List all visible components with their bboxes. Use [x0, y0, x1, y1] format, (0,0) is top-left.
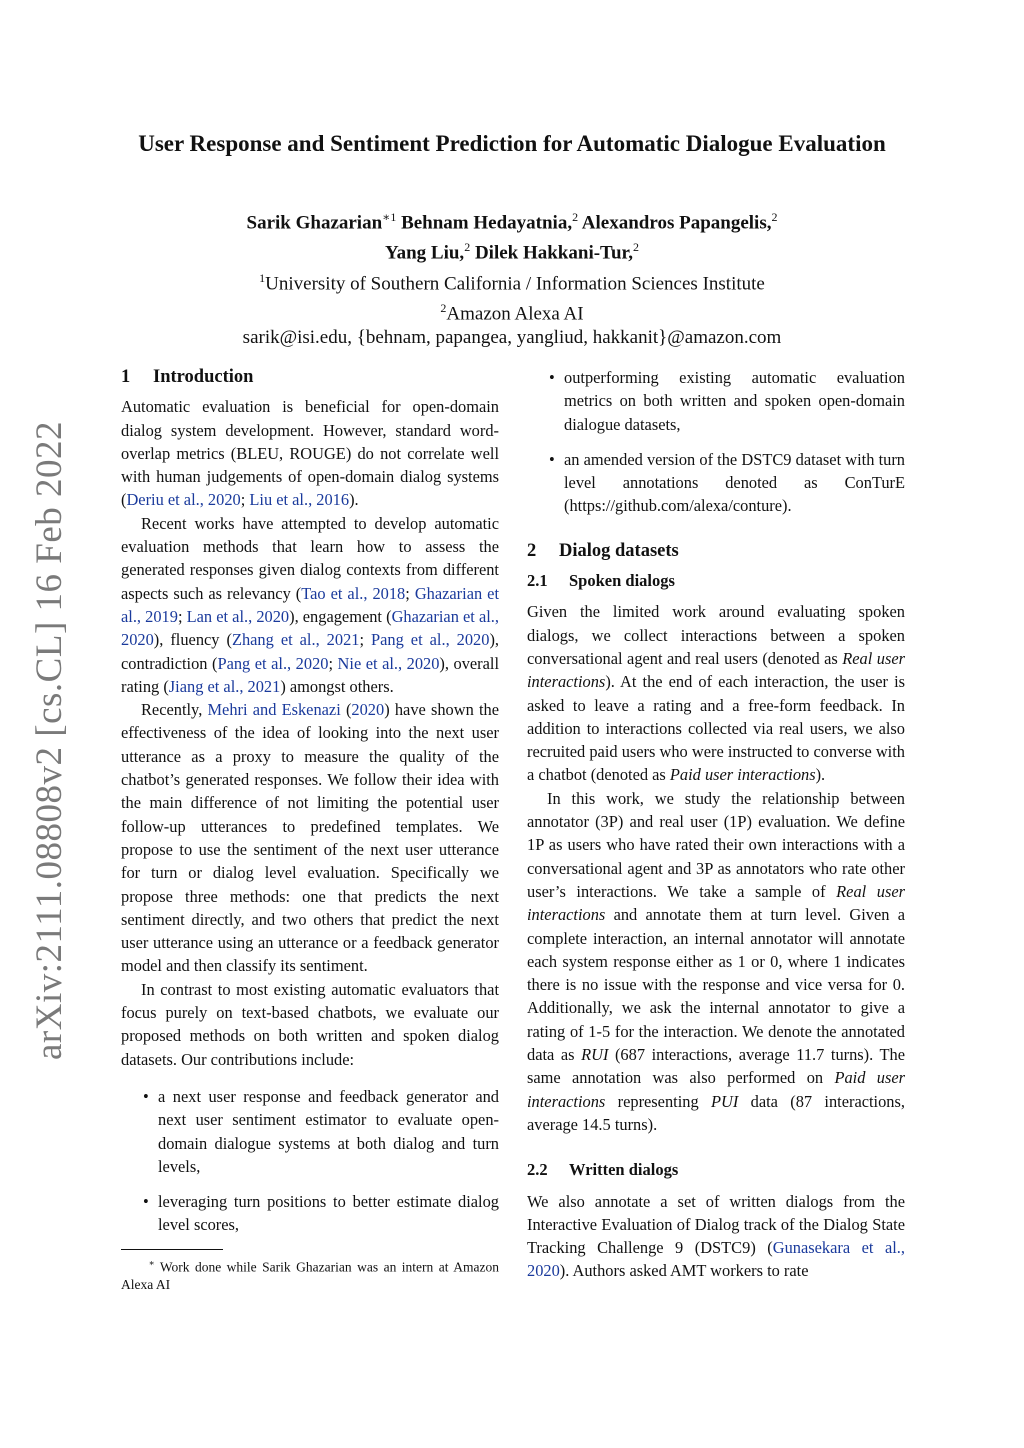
paper-title: User Response and Sentiment Prediction for Automatic Dialogue Evaluation [138, 131, 886, 156]
affiliation-1: $^1$University of Southern California / Information Sciences Institute [259, 270, 765, 294]
section-heading-introduction: 1 Introduction [121, 367, 254, 387]
author-name: Sarik Ghazarian [246, 212, 383, 234]
author-name: Dilek Hakkani-Tur, [474, 242, 633, 264]
arxiv-identifier: arXiv:2111.08808v2 [cs.CL] 16 Feb 2022 [29, 420, 70, 1060]
list-item: • an amended version of the DSTC9 dataset with turn level annotations denoted as ConTurE (https://github.com/alexa/conture). [549, 449, 905, 516]
contribution-list-continued [527, 366, 905, 518]
affiliation-2: $^2$Amazon Alexa AI [440, 300, 584, 325]
citation-link[interactable]: Ghazarian et al., 2019 [121, 583, 500, 626]
paragraph: Recent works have attempted to develop automatic evaluation methods that learn how to assess the generated responses given dialog contexts from different aspects such as relevancy (Tao et al., 2018; Ghazarian et al., 2019; Lan et al., 2020), engagement (Ghazarian et al., 2020), fluency (Zhang et al., 2021; Pang et al., 2020), contradiction (Pang et al., 2020; Nie et al., 2020), overall rating (Jiang et al., 2021) amongst others. [121, 513, 500, 696]
paragraph: In this work, we study the relationship between annotator (3P) and real user (1P) evaluation. We define 1P as users who have rated their own interactions with a conversational agent and 3P as annotators who rate other user’s interactions. We take a sample of Real user interactions and annotate them at turn level. Given a complete interaction, an internal annotator will annotate each system response either as 1 or 0, where 1 indicates there is no issue with the response and vice versa for 0. Additionally, we ask the internal annotator to give a rating of 1-5 for the interaction. We denote the annotated data as RUI (687 interactions, average 11.7 turns). The same annotation was also performed on Paid user interactions representing PUI data (87 interactions, average 14.5 turns). [527, 788, 905, 1134]
footnote: ∗ Work done while Sarik Ghazarian was an intern at Amazon Alexa AI [121, 1257, 499, 1293]
section-heading-dialog-datasets: 2 Dialog datasets [527, 540, 679, 561]
footnote-divider [121, 1249, 223, 1250]
author-name: Alexandros Papangelis, [581, 212, 772, 234]
paragraph: Given the limited work around evaluating spoken dialogs, we collect interactions between a spoken conversational agent and real users (denoted as Real user interactions). At the end of each interaction, the user is asked to leave a rating and a free-form feedback. In addition to interactions collected via real users, we also recruited paid users who were instructed to converse with a chatbot (denoted as Paid user interactions). [527, 602, 905, 785]
paragraph: In contrast to most existing automatic evaluators that focus purely on text-based chatbots, we evaluate our proposed methods on both written and spoken dialog datasets. Our contributions include: [121, 979, 499, 1069]
subsection-heading-written-dialogs: 2.2 Written dialogs [527, 1160, 679, 1180]
paragraph: We also annotate a set of written dialogs from the Interactive Evaluation of Dialog track of the Dialog State Tracking Challenge 9 (DSTC9) (Gunasekara et al., 2020). Authors asked AMT workers to rate [527, 1191, 905, 1281]
left-column [121, 366, 499, 1294]
citation-link[interactable]: 2020 [351, 700, 385, 720]
author-block [120, 205, 904, 350]
bullet-icon: • [549, 449, 555, 469]
subsection-heading-spoken-dialogs: 2.1 Spoken dialogs [527, 571, 675, 591]
citation-link[interactable]: Deriu et al., 2020 [126, 490, 241, 510]
citation-link[interactable]: Mehri and Eskenazi [207, 700, 341, 720]
citation-link[interactable]: Pang et al., 2020 [217, 653, 329, 673]
author-line-2: Yang Liu,$^2$ Dilek Hakkani-Tur,$^2$ [384, 240, 639, 264]
citation-link[interactable]: Gunasekara et al., 2020 [527, 1238, 905, 1281]
citation-link[interactable]: Liu et al., 2016 [249, 490, 350, 510]
paragraph: Recently, Mehri and Eskenazi (2020) have shown the effectiveness of the idea of looking into the next user utterance as a proxy to measure the quality of the chatbot’s generated responses. We follow their idea with the main difference of not limiting the potential user follow-up utterances to predefined templates. We propose to use the sentiment of the next user utterance for turn or dialog level evaluation. Specifically we propose three methods: one that predicts the next sentiment directly, and two others that predict the next user utterance using an utterance or a feedback generator model and then classify its sentiment. [121, 700, 499, 976]
bullet-icon: • [549, 368, 555, 387]
list-item: • a next user response and feedback generator and next user sentiment estimator to evaluate open-domain dialogue systems at both dialog and turn levels, [143, 1086, 499, 1176]
bullet-icon: • [143, 1192, 149, 1212]
citation-link[interactable]: Jiang et al., 2021 [168, 676, 281, 696]
citation-link[interactable]: Pang et al., 2020 [371, 630, 490, 650]
author-line-1: Sarik Ghazarian$^{∗1}$ Behnam Hedayatnia,$^2$ Alexandros Papangelis,$^2$ [246, 210, 778, 234]
list-item: • outperforming existing automatic evaluation metrics on both written and spoken open-domain dialogue datasets, [549, 368, 905, 434]
contribution-list [121, 1085, 499, 1237]
author-name: Yang Liu, [384, 242, 465, 264]
list-item: • leveraging turn positions to better estimate dialog level scores, [143, 1192, 499, 1235]
right-column [527, 366, 905, 1283]
citation-link[interactable]: Nie et al., 2020 [337, 653, 440, 673]
author-emails: sarik@isi.edu, {behnam, papangea, yangliud, hakkanit}@amazon.com [242, 327, 782, 349]
citation-link[interactable]: Ghazarian et al., 2020 [121, 606, 499, 650]
citation-link[interactable]: Tao et al., 2018 [301, 583, 406, 603]
citation-link[interactable]: Lan et al., 2020 [186, 606, 290, 626]
paragraph: Automatic evaluation is beneficial for open-domain dialog system development. However, standard word-overlap metrics (BLEU, ROUGE) do not correlate well with human judgements of open-domain dialog systems (Deriu et al., 2020; Liu et al., 2016). [121, 397, 499, 510]
bullet-icon: • [143, 1086, 149, 1106]
author-name: Behnam Hedayatnia, [401, 212, 573, 234]
citation-link[interactable]: Zhang et al., 2021 [231, 630, 360, 650]
